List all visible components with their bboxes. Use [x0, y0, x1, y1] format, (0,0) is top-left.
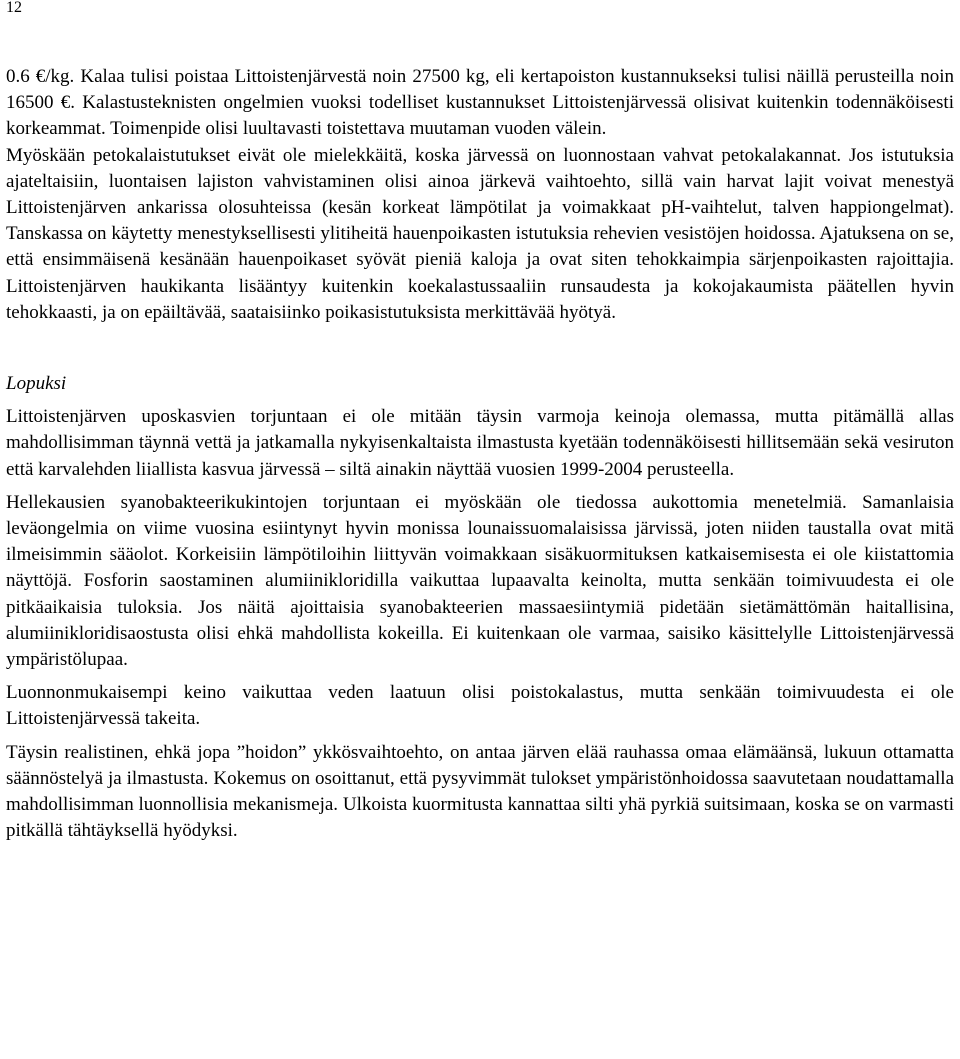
paragraph-syanobakteerit: Hellekausien syanobakteerikukintojen torjuntaan ei myöskään ole tiedossa aukottomia menetelmiä. Samanlaisia leväongelmia on viime vuosina esiintynyt hyvin monissa lounaissuomalaisissa järvissä, joten niiden taustalla ovat mitä ilmeisimmin sääolot. Korkeisiin lämpötiloihin liittyvän voimakkaan sisäkuormituksen katkaisemisesta ei ole kiistattomia näyttöjä. Fosforin saostaminen alumiinikloridilla vaikuttaa lupaavalta keinolta, mutta senkään toimivuudesta ei ole pitkäaikaisia tuloksia. Jos näitä ajoittaisia syanobakteerien massaesiintymiä pidetään sietämättömän haitallisina, alumiinikloridisaostusta olisi ehkä mahdollista kokeilla. Ei kuitenkaan ole varmaa, saisiko käsittelylle Littoistenjärvessä ympäristölupaa.	[6, 491, 954, 671]
page-number: 12	[6, 0, 22, 16]
section-heading-lopuksi: Lopuksi	[6, 373, 67, 395]
paragraph-kalastus-costs: 0.6 €/kg. Kalaa tulisi poistaa Littoistenjärvestä noin 27500 kg, eli kertapoiston kustannukseksi tulisi näillä perusteilla noin 16500 €. Kalastusteknisten ongelmien vuoksi todelliset kustannukset Littoistenjärvessä olisivat kuitenkin todennäköisesti korkeammat. Toimenpide olisi luultavasti toistettava muutaman vuoden välein.	[6, 66, 954, 140]
paragraph-uposkasvit: Littoistenjärven uposkasvien torjuntaan ei ole mitään täysin varmoja keinoja olemassa, mutta pitämällä allas mahdollisimman täynnä vettä ja jatkamalla nykyisenkaltaista ilmastusta kyetään todennäköisesti hillitsemään sekä vesiruton että karvalehden liiallista kasvua järvessä – siltä ainakin näyttää vuosien 1999-2004 perusteella.	[6, 406, 954, 480]
paragraph-petokala-istutukset: Myöskään petokalaistutukset eivät ole mielekkäitä, koska järvessä on luonnostaan vahvat petokalakannat. Jos istutuksia ajateltaisiin, luontaisen lajiston vahvistaminen olisi ainoa järkevä vaihtoehto, sillä vain harvat lajit voivat menestyä Littoistenjärven ankarissa olosuhteissa (kesän korkeat lämpötilat ja voimakkaat pH-vaihtelut, talven happiongelmat). Tanskassa on käytetty menestyksellisesti ylitiheitä hauenpoikasten istutuksia rehevien vesistöjen hoidossa. Ajatuksena on se, että ensimmäisenä kesänään hauenpoikaset syövät pieniä kaloja ja ovat siten tehokkaimpia särjenpoikasten rajoittajia. Littoistenjärven haukikanta lisääntyy kuitenkin koekalastussaaliin runsaudesta ja kokojakaumista päätellen hyvin tehokkaasti, ja on epäiltävää, saataisiinko poikasistutuksista merkittävää hyötyä.	[6, 144, 954, 323]
paragraph-hoito-vaihtoehto: Täysin realistinen, ehkä jopa ”hoidon” ykkösvaihtoehto, on antaa järven elää rauhassa omaa elämäänsä, lukuun ottamatta säännöstelyä ja ilmastusta. Kokemus on osoittanut, että pysyvimmät tulokset ympäristönhoidossa saavutetaan noudattamalla mahdollisimman luonnollisia mekanismeja. Ulkoista kuormitusta kannattaa silti yhä pyrkiä suitsimaan, koska se on varmasti pitkällä tähtäyksellä hyödyksi.	[6, 741, 954, 842]
paragraph-poistokalastus: Luonnonmukaisempi keino vaikuttaa veden laatuun olisi poistokalastus, mutta senkään toimivuudesta ei ole Littoistenjärvessä takeita.	[6, 682, 954, 730]
page-body	[6, 64, 954, 844]
